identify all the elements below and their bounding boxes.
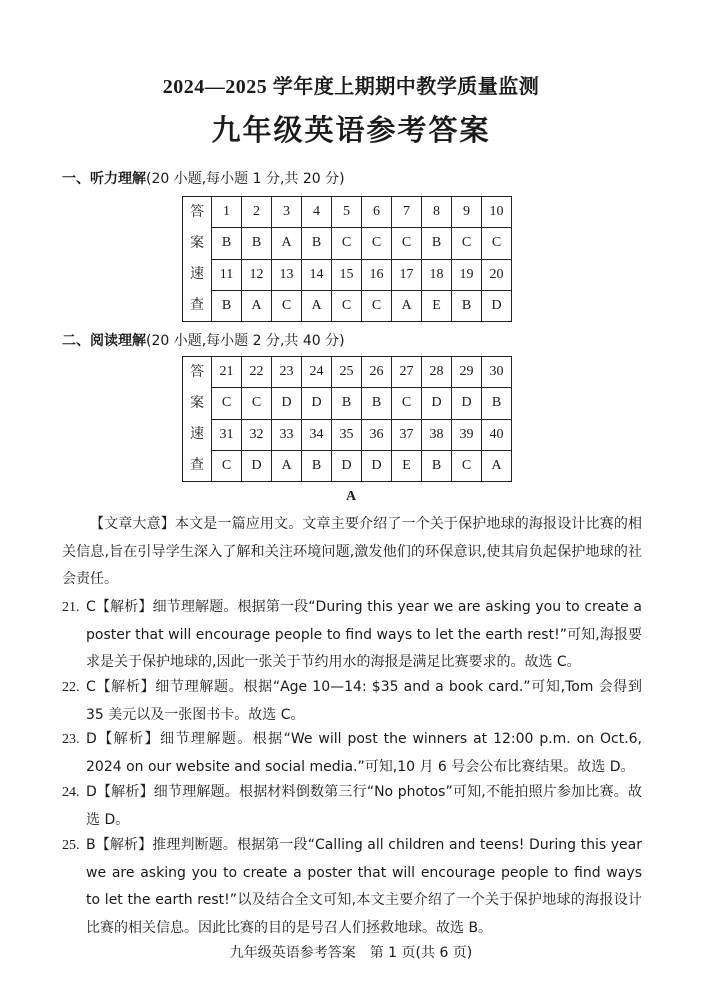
question-number: 24 [302, 357, 332, 388]
answer-cell: B [212, 228, 242, 259]
answer-cell: D [302, 388, 332, 419]
question-number: 23 [272, 357, 302, 388]
question-number: 1 [212, 197, 242, 228]
question-number: 16 [362, 259, 392, 290]
answer-cell: A [482, 450, 512, 481]
question-number: 13 [272, 259, 302, 290]
answer-cell: D [452, 388, 482, 419]
question-number: 25 [332, 357, 362, 388]
question-number: 10 [482, 197, 512, 228]
question-number: 21 [212, 357, 242, 388]
explanation-number: 21. [62, 600, 80, 615]
explanation-text: C【解析】细节理解题。根据第一段“During this year we are asking you to create a poster that will encourage people to find ways to let the earth rest!”可知,海报要求是关于保护地球的,因此一张关于节约用水的海报是满足比赛要求的。故选 C。 [86, 599, 642, 670]
explanation-text: B【解析】推理判断题。根据第一段“Calling all children and teens! During this year we are asking you to create a poster that will encourage people to find ways to let the earth rest!”以及结合全文可知,本文主要介绍了一个关于保护地球的海报设计比赛的相关信息。因此比赛的目的是号召人们拯救地球。故选 B。 [86, 837, 642, 936]
explanation-text: D【解析】细节理解题。根据“We will post the winners at 12:00 p.m. on Oct.6, 2024 on our website and social media.”可知,10 月 6 号会公布比赛结果。故选 D。 [86, 731, 642, 775]
answer-cell: C [362, 290, 392, 321]
question-number: 12 [242, 259, 272, 290]
question-number: 30 [482, 357, 512, 388]
question-number: 6 [362, 197, 392, 228]
question-number: 37 [392, 419, 422, 450]
question-number: 28 [422, 357, 452, 388]
answer-cell: B [452, 290, 482, 321]
answer-cell: C [242, 388, 272, 419]
question-number: 14 [302, 259, 332, 290]
explanation-number: 25. [62, 838, 80, 853]
answer-cell: E [422, 290, 452, 321]
answer-cell: C [392, 388, 422, 419]
explanation-number: 22. [62, 680, 80, 695]
question-number: 31 [212, 419, 242, 450]
question-number: 22 [242, 357, 272, 388]
answer-cell: D [482, 290, 512, 321]
question-number: 26 [362, 357, 392, 388]
exam-title: 2024—2025 学年度上期期中教学质量监测 [162, 76, 540, 98]
answer-cell: C [452, 450, 482, 481]
question-number: 20 [482, 259, 512, 290]
question-number: 36 [362, 419, 392, 450]
document-title: 九年级英语参考答案 [211, 113, 491, 147]
question-number: 7 [392, 197, 422, 228]
question-number: 40 [482, 419, 512, 450]
question-number: 34 [302, 419, 332, 450]
answer-cell: B [302, 228, 332, 259]
question-number: 3 [272, 197, 302, 228]
explanation-item [62, 832, 642, 942]
answer-cell: B [482, 388, 512, 419]
answer-cell: C [392, 228, 422, 259]
answer-cell: C [332, 228, 362, 259]
listening-heading: 一、听力理解 [62, 171, 146, 187]
table-side-label: 答 案 速 查 [183, 197, 212, 322]
answer-cell: D [272, 388, 302, 419]
question-number: 5 [332, 197, 362, 228]
question-number: 35 [332, 419, 362, 450]
reading-heading: 二、阅读理解 [62, 333, 146, 349]
explanation-number: 23. [62, 732, 80, 747]
question-number: 27 [392, 357, 422, 388]
reading-note: (20 小题,每小题 2 分,共 40 分) [146, 333, 345, 349]
question-number: 18 [422, 259, 452, 290]
answer-cell: D [332, 450, 362, 481]
answer-cell: B [212, 290, 242, 321]
answer-cell: C [272, 290, 302, 321]
page-footer: 九年级英语参考答案 第 1 页(共 6 页) [229, 945, 473, 961]
answer-cell: A [272, 228, 302, 259]
answer-cell: C [212, 450, 242, 481]
answer-cell: B [332, 388, 362, 419]
passage-summary: 【文章大意】本文是一篇应用文。文章主要介绍了一个关于保护地球的海报设计比赛的相关信息,旨在引导学生深入了解和关注环境问题,激发他们的环保意识,使其肩负起保护地球的社会责任。 [62, 516, 642, 587]
answer-cell: A [302, 290, 332, 321]
explanation-text: D【解析】细节理解题。根据材料倒数第三行“No photos”可知,不能拍照片参加比赛。故选 D。 [86, 784, 642, 828]
reading-section-heading [62, 330, 345, 350]
question-number: 19 [452, 259, 482, 290]
question-number: 15 [332, 259, 362, 290]
listening-note: (20 小题,每小题 1 分,共 20 分) [146, 171, 345, 187]
question-number: 9 [452, 197, 482, 228]
explanation-item [62, 779, 642, 834]
question-number: 2 [242, 197, 272, 228]
question-number: 33 [272, 419, 302, 450]
answer-cell: C [332, 290, 362, 321]
answer-cell: B [242, 228, 272, 259]
answer-cell: B [422, 228, 452, 259]
explanation-text: C【解析】细节理解题。根据“Age 10—14: $35 and a book card.”可知,Tom 会得到 35 美元以及一张图书卡。故选 C。 [86, 679, 642, 723]
question-number: 29 [452, 357, 482, 388]
answer-cell: D [422, 388, 452, 419]
answer-cell: C [482, 228, 512, 259]
answer-cell: C [362, 228, 392, 259]
answer-cell: C [452, 228, 482, 259]
explanation-number: 24. [62, 785, 80, 800]
reading-answer-table [182, 356, 512, 482]
answer-cell: B [362, 388, 392, 419]
passage-label: A [345, 489, 357, 504]
answer-cell: D [242, 450, 272, 481]
question-number: 32 [242, 419, 272, 450]
question-number: 39 [452, 419, 482, 450]
question-number: 8 [422, 197, 452, 228]
question-number: 4 [302, 197, 332, 228]
listening-answer-table [182, 196, 512, 322]
listening-section-heading [62, 168, 345, 188]
explanation-item [62, 674, 642, 729]
question-number: 17 [392, 259, 422, 290]
answer-cell: A [242, 290, 272, 321]
answer-cell: A [392, 290, 422, 321]
answer-cell: E [392, 450, 422, 481]
answer-cell: B [302, 450, 332, 481]
answer-cell: B [422, 450, 452, 481]
question-number: 11 [212, 259, 242, 290]
explanation-item [62, 594, 642, 677]
answer-cell: C [212, 388, 242, 419]
answer-cell: A [272, 450, 302, 481]
table-side-label: 答 案 速 查 [183, 357, 212, 482]
question-number: 38 [422, 419, 452, 450]
explanation-item [62, 726, 642, 781]
answer-cell: D [362, 450, 392, 481]
